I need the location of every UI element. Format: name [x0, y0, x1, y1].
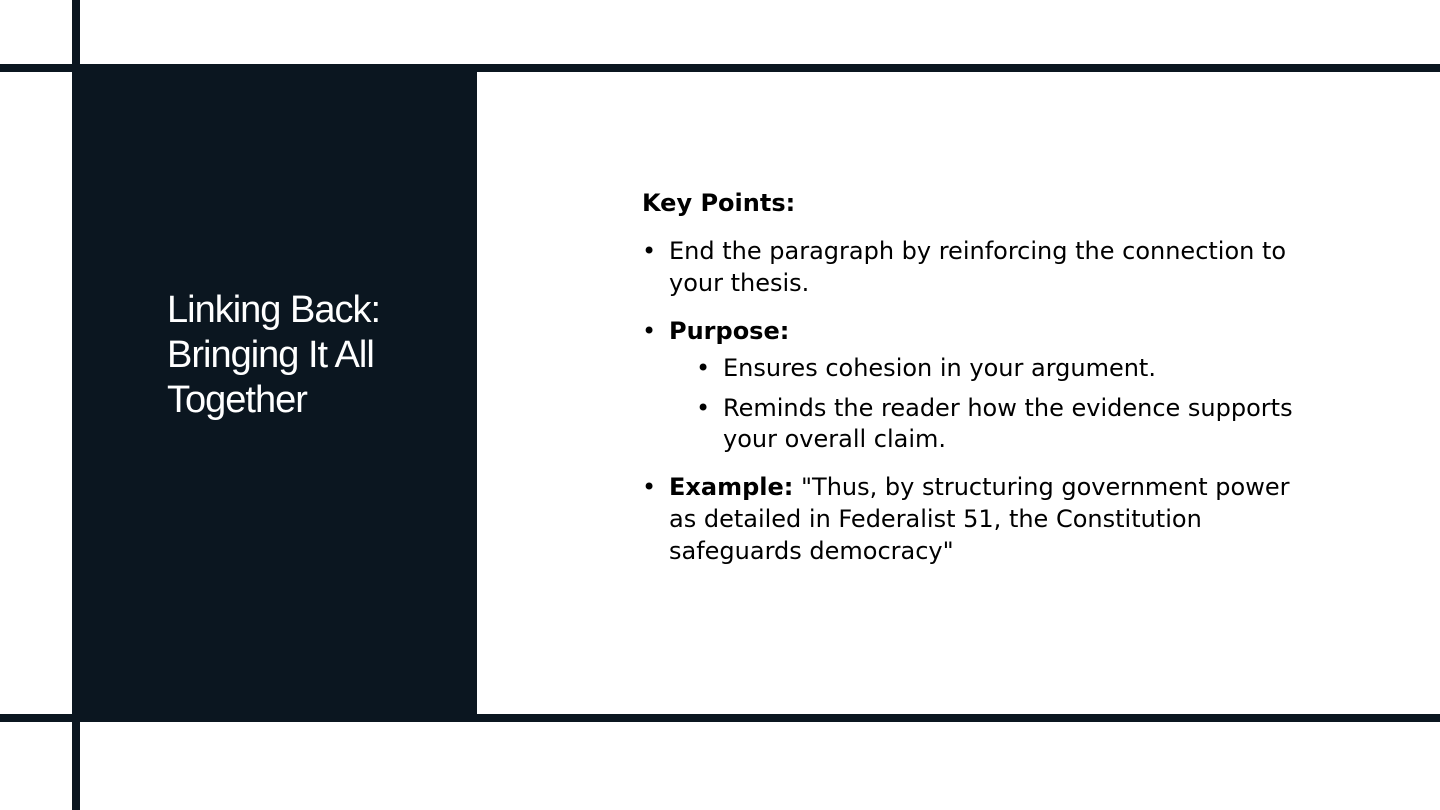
example-text: "Thus, by structuring government power as detailed in Federalist 51, the Constitution safeguards democracy"	[669, 473, 1290, 565]
sub-list-item	[696, 393, 1302, 455]
purpose-label: Purpose:	[669, 317, 790, 345]
example-label: Example:	[669, 473, 794, 501]
list-item-purpose	[642, 315, 1302, 455]
sub-list-item	[696, 353, 1302, 384]
list-item-thesis	[642, 235, 1302, 299]
key-points-heading-text: Key Points:	[642, 189, 796, 217]
sub-item-text: Ensures cohesion in your argument.	[723, 354, 1156, 382]
point-text: End the paragraph by reinforcing the connection to your thesis.	[669, 237, 1287, 297]
key-points-list	[642, 235, 1302, 567]
slide-title: Linking Back: Bringing It All Together	[167, 289, 381, 421]
purpose-sub-list	[669, 353, 1302, 455]
key-points-heading	[642, 187, 1302, 219]
content-body	[642, 187, 1302, 583]
sub-item-text: Reminds the reader how the evidence supports your overall claim.	[723, 394, 1293, 453]
list-item-example	[642, 471, 1302, 567]
